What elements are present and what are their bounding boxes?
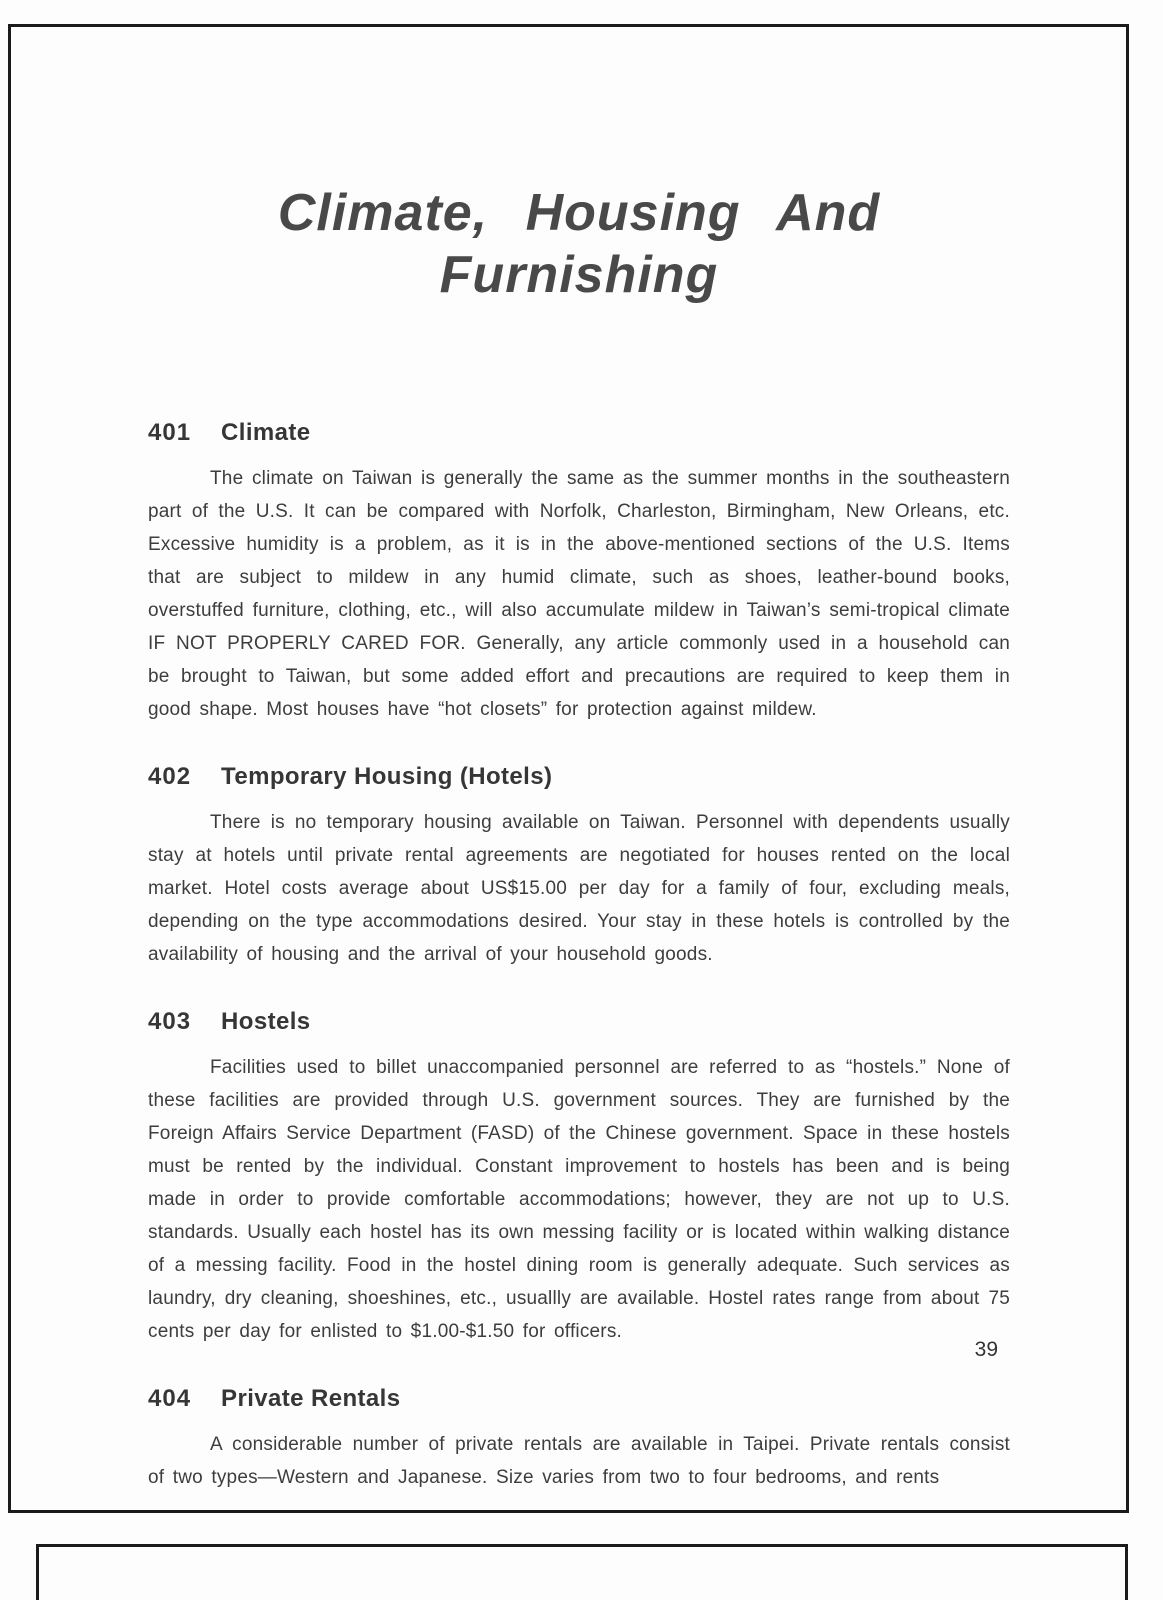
section-number: 402	[148, 763, 192, 790]
page-number: 39	[974, 1338, 998, 1361]
section-number: 403	[148, 1008, 192, 1035]
section-number: 401	[148, 419, 192, 446]
section-heading	[148, 1384, 1010, 1414]
section-title: Hostels	[221, 1008, 311, 1035]
section-title: Climate	[221, 419, 311, 446]
paragraph: A considerable number of private rentals are available in Taipei. Private rentals consist of two types—Western and Japanese. Size varies from two to four bedrooms, and rents	[148, 1434, 1010, 1488]
section-title: Temporary Housing (Hotels)	[221, 763, 553, 790]
section-heading	[148, 762, 1010, 792]
page-content	[148, 0, 1010, 1600]
section-402	[148, 762, 1010, 971]
section-title: Private Rentals	[221, 1385, 401, 1412]
document-title: Climate, Housing And Furnishing	[277, 184, 881, 304]
section-heading	[148, 418, 1010, 448]
section-heading	[148, 1007, 1010, 1037]
section-401	[148, 418, 1010, 726]
section-403	[148, 1007, 1010, 1348]
section-404	[148, 1384, 1010, 1494]
paragraph: Facilities used to billet unaccompanied personnel are referred to as “hostels.” None of these facilities are provided through U.S. government sources. They are furnished by the Foreign Affairs Service Department (FASD) of the Chinese government. Space in these hostels must be rented by the individual. Constant improvement to hostels has been and is being made in order to provide comfortable accommodations; however, they are not up to U.S. standards. Usually each hostel has its own messing facility or is located within walking distance of a messing facility. Food in the hostel dining room is generally adequate. Such services as laundry, dry cleaning, shoeshines, etc., usuallly are available. Hostel rates range from about 75 cents per day for enlisted to $1.00-$1.50 for officers.	[148, 1057, 1010, 1342]
section-number: 404	[148, 1385, 192, 1412]
paragraph: There is no temporary housing available on Taiwan. Personnel with dependents usually stay at hotels until private rental agreements are negotiated for houses rented on the local market. Hotel costs average about US$15.00 per day for a family of four, excluding meals, depending on the type accommodations desired. Your stay in these hotels is controlled by the availability of housing and the arrival of your household goods.	[148, 812, 1010, 965]
paragraph: The climate on Taiwan is generally the same as the summer months in the southeastern part of the U.S. It can be compared with Norfolk, Charleston, Birmingham, New Orleans, etc. Excessive humidity is a problem, as it is in the above-mentioned sections of the U.S. Items that are subject to mildew in any humid climate, such as shoes, leather-bound books, overstuffed furniture, clothing, etc., will also accumulate mildew in Taiwan’s semi-tropical climate IF NOT PROPERLY CARED FOR. Generally, any article commonly used in a household can be brought to Taiwan, but some added effort and precautions are required to keep them in good shape. Most houses have “hot closets” for protection against mildew.	[148, 468, 1010, 720]
